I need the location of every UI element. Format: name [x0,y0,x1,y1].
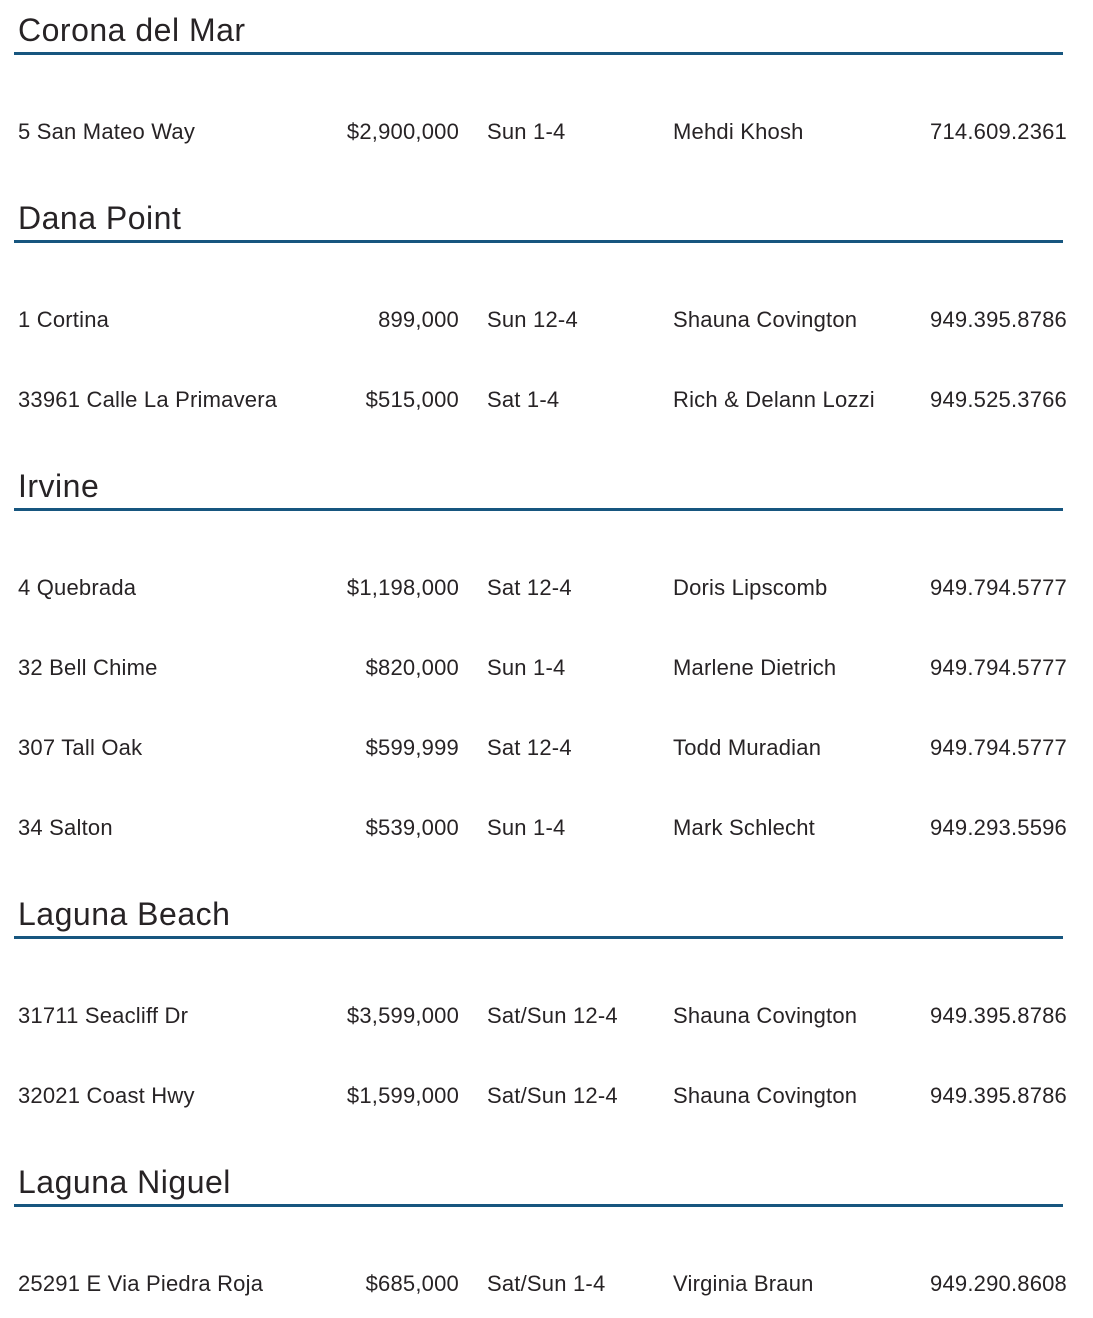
listing-open-time: Sat 12-4 [487,575,572,600]
listing-address: 33961 Calle La Primavera [18,387,278,412]
listing-agent: Shauna Covington [673,307,858,332]
listing-open-time: Sat 12-4 [487,735,572,760]
city-section [0,1162,1093,1297]
listing-address: 1 Cortina [18,307,110,332]
listing-row [0,307,1093,333]
listing-row [0,119,1093,145]
listing-phone: 949.794.5777 [930,655,1067,680]
listing-phone: 949.395.8786 [930,1083,1067,1108]
listing-open-time: Sat 1-4 [487,387,560,412]
listing-open-time: Sat/Sun 1-4 [487,1271,606,1296]
listing-agent: Todd Muradian [673,735,822,760]
listing-price: $599,999 [365,735,459,760]
listing-open-time: Sat/Sun 12-4 [487,1003,618,1028]
listing-address: 31711 Seacliff Dr [18,1003,189,1028]
listing-address: 5 San Mateo Way [18,119,196,144]
listing-rows [0,1271,1093,1297]
listing-agent: Mark Schlecht [673,815,815,840]
listing-address: 307 Tall Oak [18,735,143,760]
listing-agent: Marlene Dietrich [673,655,837,680]
listing-agent: Virginia Braun [673,1271,814,1296]
listing-open-time: Sun 1-4 [487,119,566,144]
city-section [0,198,1093,413]
city-header: Laguna Beach [18,896,231,932]
listing-row [0,1271,1093,1297]
listing-open-time: Sun 1-4 [487,815,566,840]
section-divider-rule [14,1204,1063,1207]
listing-row [0,1083,1093,1109]
city-header: Dana Point [18,200,182,236]
listing-price: $3,599,000 [346,1003,459,1028]
listing-address: 32 Bell Chime [18,655,158,680]
listing-phone: 949.794.5777 [930,735,1067,760]
listing-row [0,387,1093,413]
city-header: Irvine [18,468,100,504]
listing-rows [0,307,1093,413]
listing-phone: 949.395.8786 [930,307,1067,332]
listing-agent: Shauna Covington [673,1083,858,1108]
listing-open-time: Sat/Sun 12-4 [487,1083,618,1108]
listing-price: 899,000 [378,307,459,332]
listing-price: $2,900,000 [346,119,459,144]
listing-open-time: Sun 12-4 [487,307,578,332]
section-divider-rule [14,240,1063,243]
listing-agent: Shauna Covington [673,1003,858,1028]
listing-phone: 949.794.5777 [930,575,1067,600]
city-header: Laguna Niguel [18,1164,231,1200]
listing-phone: 949.293.5596 [930,815,1067,840]
listing-price: $1,599,000 [346,1083,459,1108]
listing-rows [0,1003,1093,1109]
listing-price: $515,000 [365,387,459,412]
listing-phone: 714.609.2361 [930,119,1067,144]
listing-row [0,655,1093,681]
listing-phone: 949.290.8608 [930,1271,1067,1296]
listing-rows [0,575,1093,841]
listing-price: $685,000 [365,1271,459,1296]
listing-rows [0,119,1093,145]
listing-agent: Rich & Delann Lozzi [673,387,875,412]
listing-address: 34 Salton [18,815,113,840]
listing-row [0,575,1093,601]
listing-price: $1,198,000 [346,575,459,600]
section-divider-rule [14,936,1063,939]
listing-open-time: Sun 1-4 [487,655,566,680]
listing-agent: Doris Lipscomb [673,575,828,600]
listing-row [0,815,1093,841]
city-section [0,466,1093,841]
listing-row [0,735,1093,761]
listing-agent: Mehdi Khosh [673,119,804,144]
section-divider-rule [14,508,1063,511]
city-header: Corona del Mar [18,12,246,48]
listing-row [0,1003,1093,1029]
listing-phone: 949.395.8786 [930,1003,1067,1028]
listing-address: 32021 Coast Hwy [18,1083,195,1108]
listing-address: 4 Quebrada [18,575,137,600]
city-section [0,894,1093,1109]
listing-price: $820,000 [365,655,459,680]
city-section [0,10,1093,145]
listing-phone: 949.525.3766 [930,387,1067,412]
section-divider-rule [14,52,1063,55]
listing-address: 25291 E Via Piedra Roja [18,1271,264,1296]
listing-price: $539,000 [365,815,459,840]
